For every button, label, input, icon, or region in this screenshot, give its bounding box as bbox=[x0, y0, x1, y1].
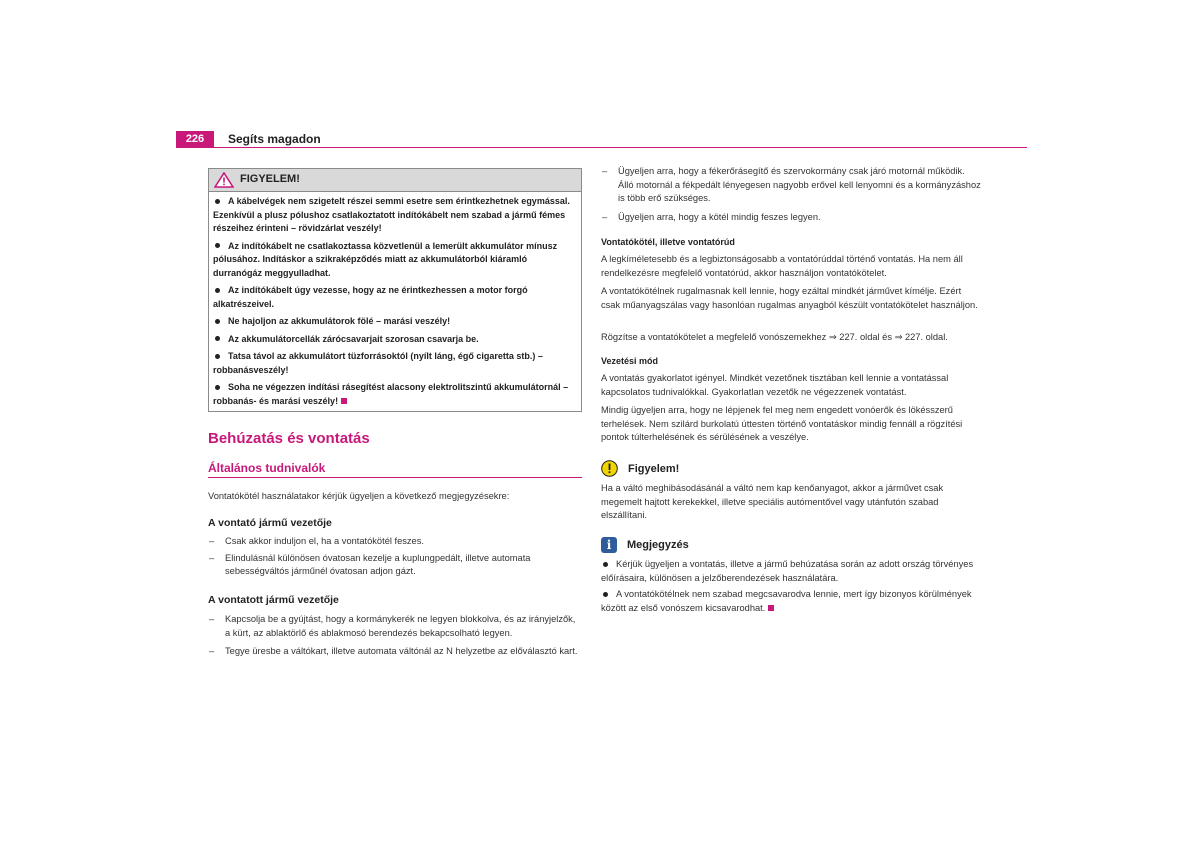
warning-item: Soha ne végezzen indítási rásegítést alacsony elektrolitszintű akkumulátornál – robbanás- és marási veszély! bbox=[213, 382, 569, 406]
note-item: Kérjük ügyeljen a vontatás, illetve a jármű behúzatása során az adott ország törvényes előírásaira, különösen a jelzőberendezések használatára. bbox=[601, 559, 974, 583]
end-marker-icon bbox=[341, 398, 347, 404]
driving-paragraph-1: A vontatás gyakorlatot igényel. Mindkét vezetőnek tisztában kell lennie a vontatással kapcsolatos tudnivalókkal. Gyakorlatlan vezetők ne végezzenek vontatást. bbox=[601, 373, 949, 397]
list-item: – Kapcsolja be a gyújtást, hogy a kormánykerék ne legyen blokkolva, és az irányjelzők, a kürt, az ablaktörlő és ablakmosó berendezés bekapcsolható legyen. bbox=[209, 614, 576, 638]
warning-header bbox=[209, 169, 581, 192]
warning-box bbox=[208, 168, 582, 412]
header-rule bbox=[176, 147, 1027, 148]
note-list bbox=[601, 558, 981, 615]
bullet-icon bbox=[215, 336, 220, 341]
rope-paragraph-1: A legkíméletesebb és a legbiztonságosabb a vontatórúddal történő vontatás. Ha nem áll rendelkezésre megfelelő vontatórúd, akkor használjon vontatókötelet. bbox=[601, 254, 963, 278]
end-marker-icon bbox=[768, 605, 774, 611]
towed-vehicle-title: A vontatott jármű vezetője bbox=[208, 594, 339, 606]
page-number: 226 bbox=[176, 131, 214, 148]
list-item: – Ügyeljen arra, hogy a kötél mindig feszes legyen. bbox=[602, 211, 821, 222]
warning-item: Az indítókábelt úgy vezesse, hogy az ne érintkezhessen a motor forgó alkatrészeivel. bbox=[213, 285, 528, 309]
bullet-icon bbox=[603, 562, 608, 567]
rope-paragraph-2: A vontatókötélnek rugalmasnak kell lennie, hogy ezáltal mindkét járművet kímélje. Ezért csak műanyagszálas vagy hasonlóan rugalmas anyagból készült vontatókötelet használjon. bbox=[601, 286, 978, 310]
right-dash-list bbox=[601, 165, 981, 224]
caution-header bbox=[601, 460, 679, 477]
towing-vehicle-list bbox=[208, 535, 582, 579]
warning-item: Tatsa távol az akkumulátort tüzforrásoktól (nyílt láng, égő cigaretta stb.) – robbanásveszély! bbox=[213, 351, 543, 375]
driving-paragraph-2: Mindig ügyeljen arra, hogy ne lépjenek fel meg nem engedett vonóerők és lökésszerű terhelések. Nem szilárd burkolatú úttesten történő vontatáskor mindig fennáll a rögzítési pontok túlterhelésének és sérülésének a veszélye. bbox=[601, 405, 963, 442]
subheading: Általános tudnivalók bbox=[208, 461, 582, 478]
list-item: – Tegye üresbe a váltókart, illetve automata váltónál az N helyzetbe az előválasztó kart. bbox=[209, 646, 578, 656]
warning-item: Ne hajoljon az akkumulátorok fölé – marási veszély! bbox=[213, 315, 577, 329]
bullet-icon bbox=[215, 319, 220, 324]
section-title: Segíts magadon bbox=[228, 132, 321, 146]
info-icon: i bbox=[601, 537, 617, 553]
bullet-icon bbox=[215, 288, 220, 293]
rope-title: Vontatókötél, illetve vontatórúd bbox=[601, 237, 735, 247]
caution-icon bbox=[601, 460, 618, 477]
towing-vehicle-title: A vontató jármű vezetője bbox=[208, 517, 332, 529]
warning-item: A kábelvégek nem szigetelt részei semmi esetre sem érintkezhetnek egymással. Ezenkívül a plusz pólushoz csatlakoztatott indítókábelt nem szabad a jármű fémes részeihez érinteni – rövidzárlat veszély! bbox=[213, 196, 570, 233]
note-header bbox=[601, 537, 689, 553]
bullet-icon bbox=[215, 385, 220, 390]
towed-vehicle-list bbox=[208, 613, 582, 659]
warning-item: Az akkumulátorcellák zárócsavarjait szorosan csavarja be. bbox=[213, 333, 577, 347]
list-item: – Ügyeljen arra, hogy a fékerőrásegítő és szervokormány csak járó motornál működik. Álló motornál a fékpedált lényegesen nagyobb erővel kell lenyomni és a kormányzáshoz is több erő szükséges. bbox=[602, 166, 981, 203]
driving-title: Vezetési mód bbox=[601, 356, 659, 366]
warning-item: Az indítókábelt ne csatlakoztassa közvetlenül a lemerült akkumulátor mínusz pólusához. Indításkor a szikraképződés miatt az akkumulátorból kiáramló durranógáz meggyulladhat. bbox=[213, 240, 558, 278]
left-column bbox=[208, 168, 582, 656]
note-item: A vontatókötélnek nem szabad megcsavarodva lennie, mert így bizonyos körülmények között az első vonószem kicsavarodhat. bbox=[601, 589, 972, 613]
caution-text: Ha a váltó meghibásodásánál a váltó nem kap kenőanyagot, akkor a járművet csak megemelt hajtott kerekekkel, illetve speciális autómentővel vagy utánfutón szabad elszállítani. bbox=[601, 483, 944, 520]
warning-triangle-icon bbox=[214, 172, 234, 188]
bullet-icon bbox=[215, 199, 220, 204]
bullet-icon bbox=[215, 354, 220, 359]
rope-paragraph-3: Rögzítse a vontatókötelet a megfelelő vonószemekhez ⇒ 227. oldal és ⇒ 227. oldal. bbox=[601, 332, 948, 342]
note-title: Megjegyzés bbox=[627, 539, 689, 551]
bullet-icon bbox=[215, 243, 220, 248]
caution-title: Figyelem! bbox=[628, 462, 680, 475]
list-item: – Csak akkor induljon el, ha a vontatókötél feszes. bbox=[209, 536, 424, 546]
warning-body bbox=[209, 192, 581, 411]
intro-text: Vontatókötél használatakor kérjük ügyeljen a következő megjegyzésekre: bbox=[208, 491, 510, 501]
bullet-icon bbox=[603, 592, 608, 597]
list-item: – Elindulásnál különösen óvatosan kezelje a kuplungpedált, illetve automata sebességváltós járműnél óvatosan adjon gázt. bbox=[209, 552, 531, 576]
warning-title: FIGYELEM! bbox=[240, 173, 300, 185]
main-heading: Behúzatás és vontatás bbox=[208, 430, 370, 447]
page-header bbox=[176, 128, 1027, 150]
